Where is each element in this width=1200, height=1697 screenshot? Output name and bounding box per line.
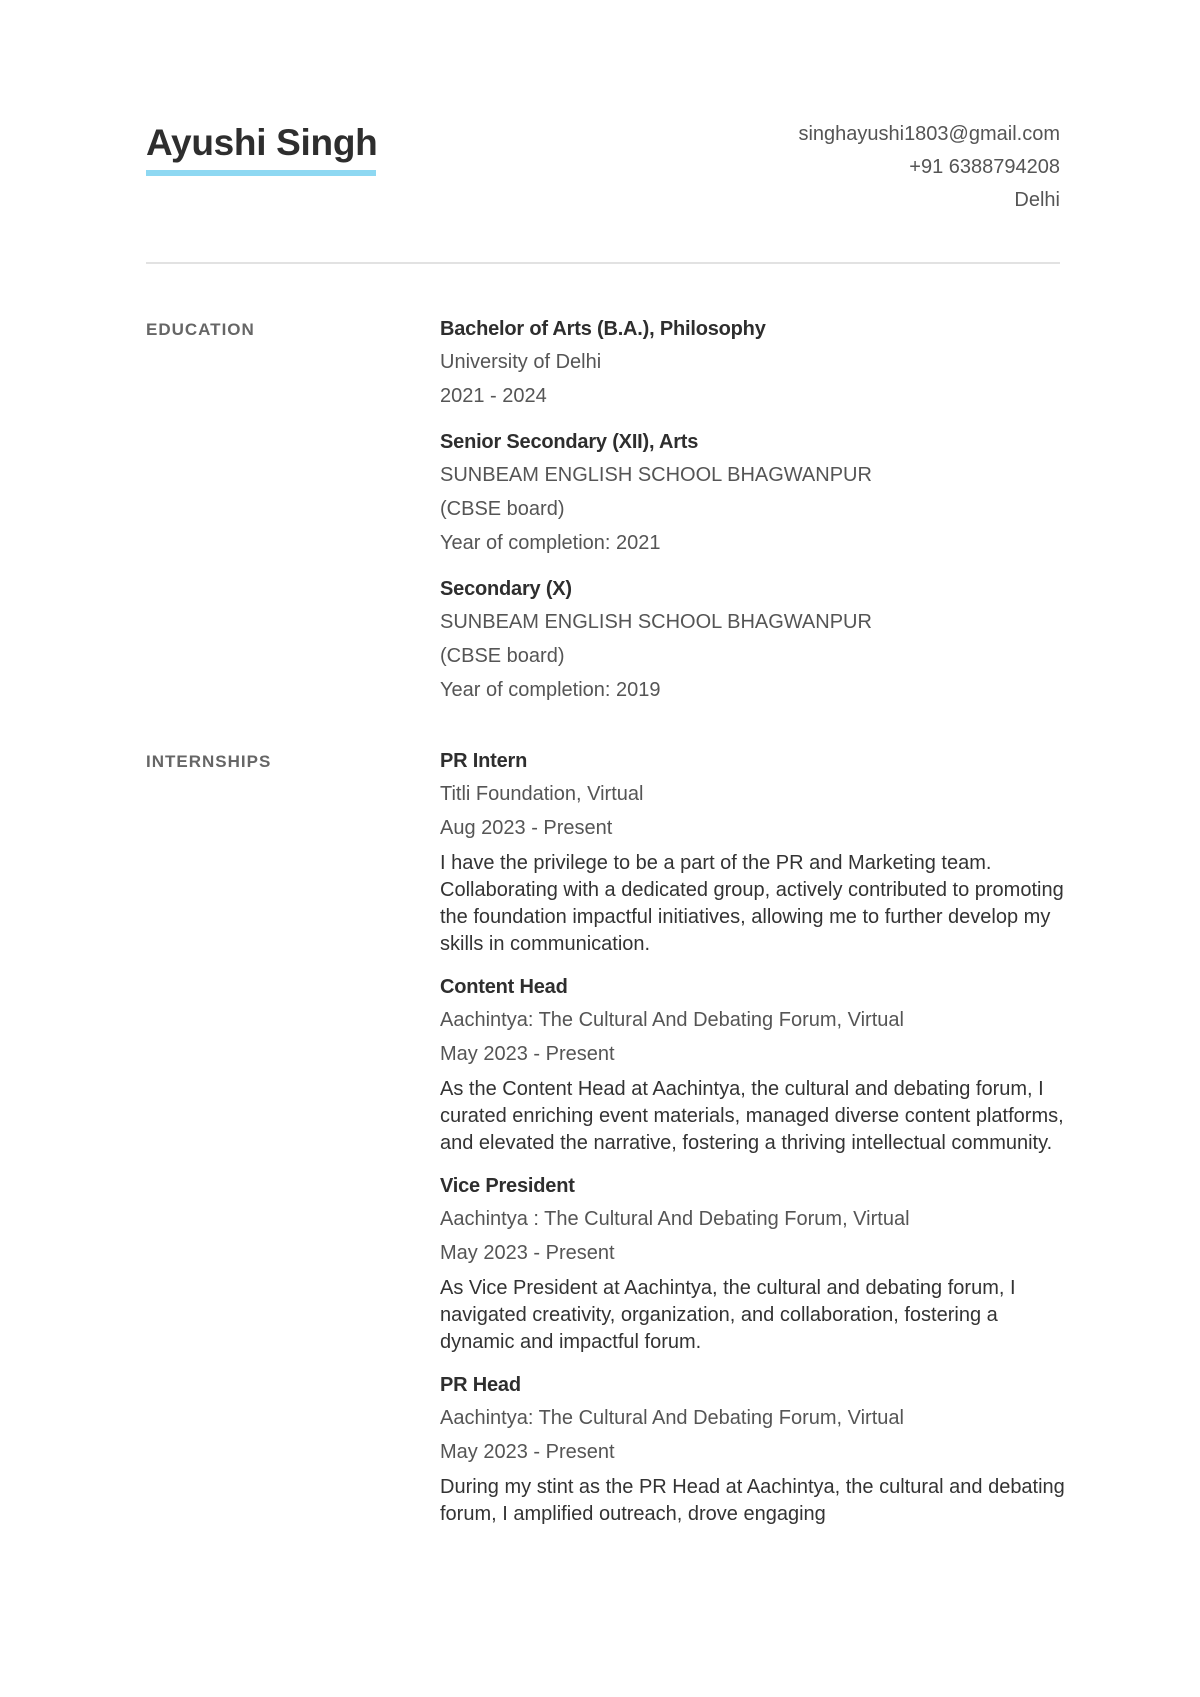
internship-description: As the Content Head at Aachintya, the cultural and debating forum, I curated enriching event materials, managed diverse content platforms, and elevated the narrative, fostering a thriving intellectual community. — [440, 1078, 1064, 1154]
candidate-name: Ayushi Singh — [146, 122, 378, 163]
name-block — [146, 120, 377, 176]
internship-dates: Aug 2023 - Present — [440, 817, 613, 839]
education-degree: Secondary (X) — [440, 578, 572, 600]
internship-description: I have the privilege to be a part of the PR and Marketing team. Collaborating with a dedicated group, actively contributed to promoting the foundation impactful initiatives, allowing me to further develop my skills in communication. — [440, 852, 1064, 955]
education-completion-year: Year of completion: 2019 — [440, 679, 661, 701]
education-completion-year: Year of completion: 2021 — [440, 532, 661, 554]
education-institution: University of Delhi — [440, 351, 602, 373]
internship-dates: May 2023 - Present — [440, 1441, 615, 1463]
education-degree: Senior Secondary (XII), Arts — [440, 431, 699, 453]
contact-location: Delhi — [1014, 189, 1060, 211]
internship-organization: Aachintya : The Cultural And Debating Forum, Virtual — [440, 1208, 910, 1230]
education-entry — [440, 313, 1065, 413]
education-board: (CBSE board) — [440, 498, 565, 520]
internships-section — [440, 745, 1065, 1541]
education-entry — [440, 573, 1065, 707]
internship-role: PR Head — [440, 1374, 521, 1396]
education-board: (CBSE board) — [440, 645, 565, 667]
education-section-label: EDUCATION — [146, 320, 255, 339]
internship-role: Vice President — [440, 1175, 575, 1197]
internship-description: As Vice President at Aachintya, the cultural and debating forum, I navigated creativity, organization, and collaboration, fostering a dynamic and impactful forum. — [440, 1277, 1016, 1353]
internships-section-label: INTERNSHIPS — [146, 752, 272, 771]
internship-organization: Titli Foundation, Virtual — [440, 783, 644, 805]
internship-organization: Aachintya: The Cultural And Debating Forum, Virtual — [440, 1407, 904, 1429]
internship-dates: May 2023 - Present — [440, 1043, 615, 1065]
contact-info — [798, 118, 1060, 217]
education-institution: SUNBEAM ENGLISH SCHOOL BHAGWANPUR — [440, 611, 872, 633]
internship-role: Content Head — [440, 976, 568, 998]
education-years: 2021 - 2024 — [440, 385, 547, 407]
education-section — [440, 313, 1065, 720]
internship-organization: Aachintya: The Cultural And Debating Forum, Virtual — [440, 1009, 904, 1031]
internship-dates: May 2023 - Present — [440, 1242, 615, 1264]
header-divider — [146, 262, 1060, 264]
contact-phone: +91 6388794208 — [909, 156, 1060, 178]
internship-role: PR Intern — [440, 750, 528, 772]
internship-entry — [440, 971, 1065, 1157]
internship-entry — [440, 1170, 1065, 1356]
education-institution: SUNBEAM ENGLISH SCHOOL BHAGWANPUR — [440, 464, 872, 486]
name-accent-underline — [146, 170, 376, 176]
internship-entry — [440, 1369, 1065, 1528]
internship-description: During my stint as the PR Head at Aachintya, the cultural and debating forum, I amplified outreach, drove engaging — [440, 1476, 1065, 1525]
education-degree: Bachelor of Arts (B.A.), Philosophy — [440, 318, 766, 340]
internship-entry — [440, 745, 1065, 958]
education-entry — [440, 426, 1065, 560]
contact-email: singhayushi1803@gmail.com — [798, 123, 1060, 145]
